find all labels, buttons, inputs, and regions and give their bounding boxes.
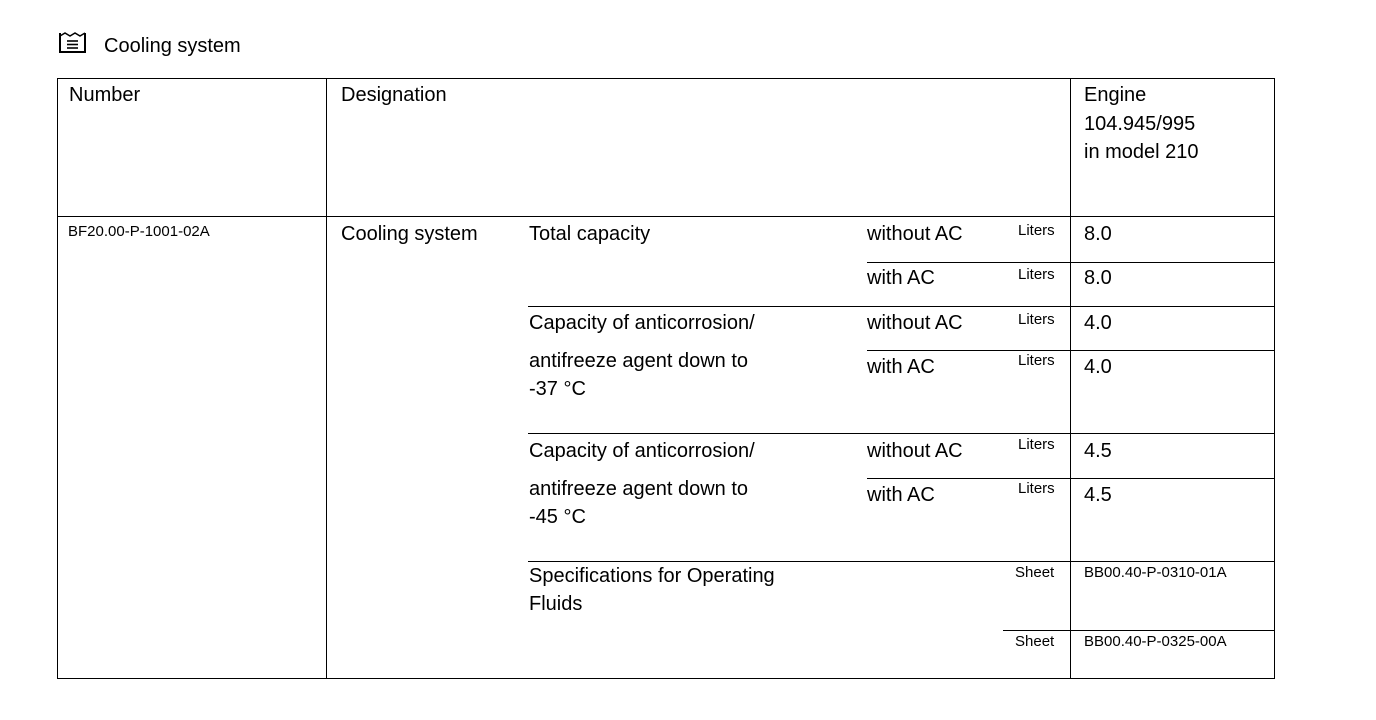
without-ac-label: without AC — [867, 440, 963, 462]
value-cell: 8.0 — [1084, 267, 1112, 289]
page-title: Cooling system — [104, 35, 241, 57]
sheet-reference: BB00.40-P-0310-01A — [1084, 564, 1227, 581]
document-number: BF20.00-P-1001-02A — [68, 223, 210, 240]
antifreeze-45-label: antifreeze agent down to — [529, 478, 749, 500]
sheet-label: Sheet — [1015, 564, 1055, 581]
sheet-reference: BB00.40-P-0325-00A — [1084, 633, 1227, 650]
specifications-label: Fluids — [529, 593, 583, 615]
without-ac-label: without AC — [867, 312, 963, 334]
engine-code: 104.945/995 — [1084, 113, 1196, 135]
with-ac-label: with AC — [867, 484, 935, 506]
antifreeze-37-label: antifreeze agent down to — [529, 350, 749, 372]
specifications-label: Specifications for Operating — [529, 565, 775, 587]
column-header-engine: Engine — [1084, 84, 1147, 106]
engine-model: in model 210 — [1084, 141, 1199, 163]
value-cell: 4.5 — [1084, 484, 1112, 506]
without-ac-label: without AC — [867, 223, 963, 245]
with-ac-label: with AC — [867, 267, 935, 289]
with-ac-label: with AC — [867, 356, 935, 378]
unit-label: Liters — [1018, 222, 1055, 239]
antifreeze-37-label: -37 °C — [529, 378, 586, 400]
value-cell: 8.0 — [1084, 223, 1112, 245]
antifreeze-45-label: Capacity of anticorrosion/ — [529, 440, 755, 462]
unit-label: Liters — [1018, 311, 1055, 328]
unit-label: Liters — [1018, 352, 1055, 369]
total-capacity-label: Total capacity — [529, 223, 651, 245]
fluid-tank-icon — [58, 30, 88, 54]
value-cell: 4.0 — [1084, 356, 1112, 378]
column-header-designation: Designation — [341, 84, 447, 106]
unit-label: Liters — [1018, 436, 1055, 453]
column-header-number: Number — [69, 84, 141, 106]
designation-group: Cooling system — [341, 223, 478, 245]
sheet-label: Sheet — [1015, 633, 1055, 650]
antifreeze-37-label: Capacity of anticorrosion/ — [529, 312, 755, 334]
value-cell: 4.0 — [1084, 312, 1112, 334]
value-cell: 4.5 — [1084, 440, 1112, 462]
unit-label: Liters — [1018, 480, 1055, 497]
antifreeze-45-label: -45 °C — [529, 506, 586, 528]
unit-label: Liters — [1018, 266, 1055, 283]
